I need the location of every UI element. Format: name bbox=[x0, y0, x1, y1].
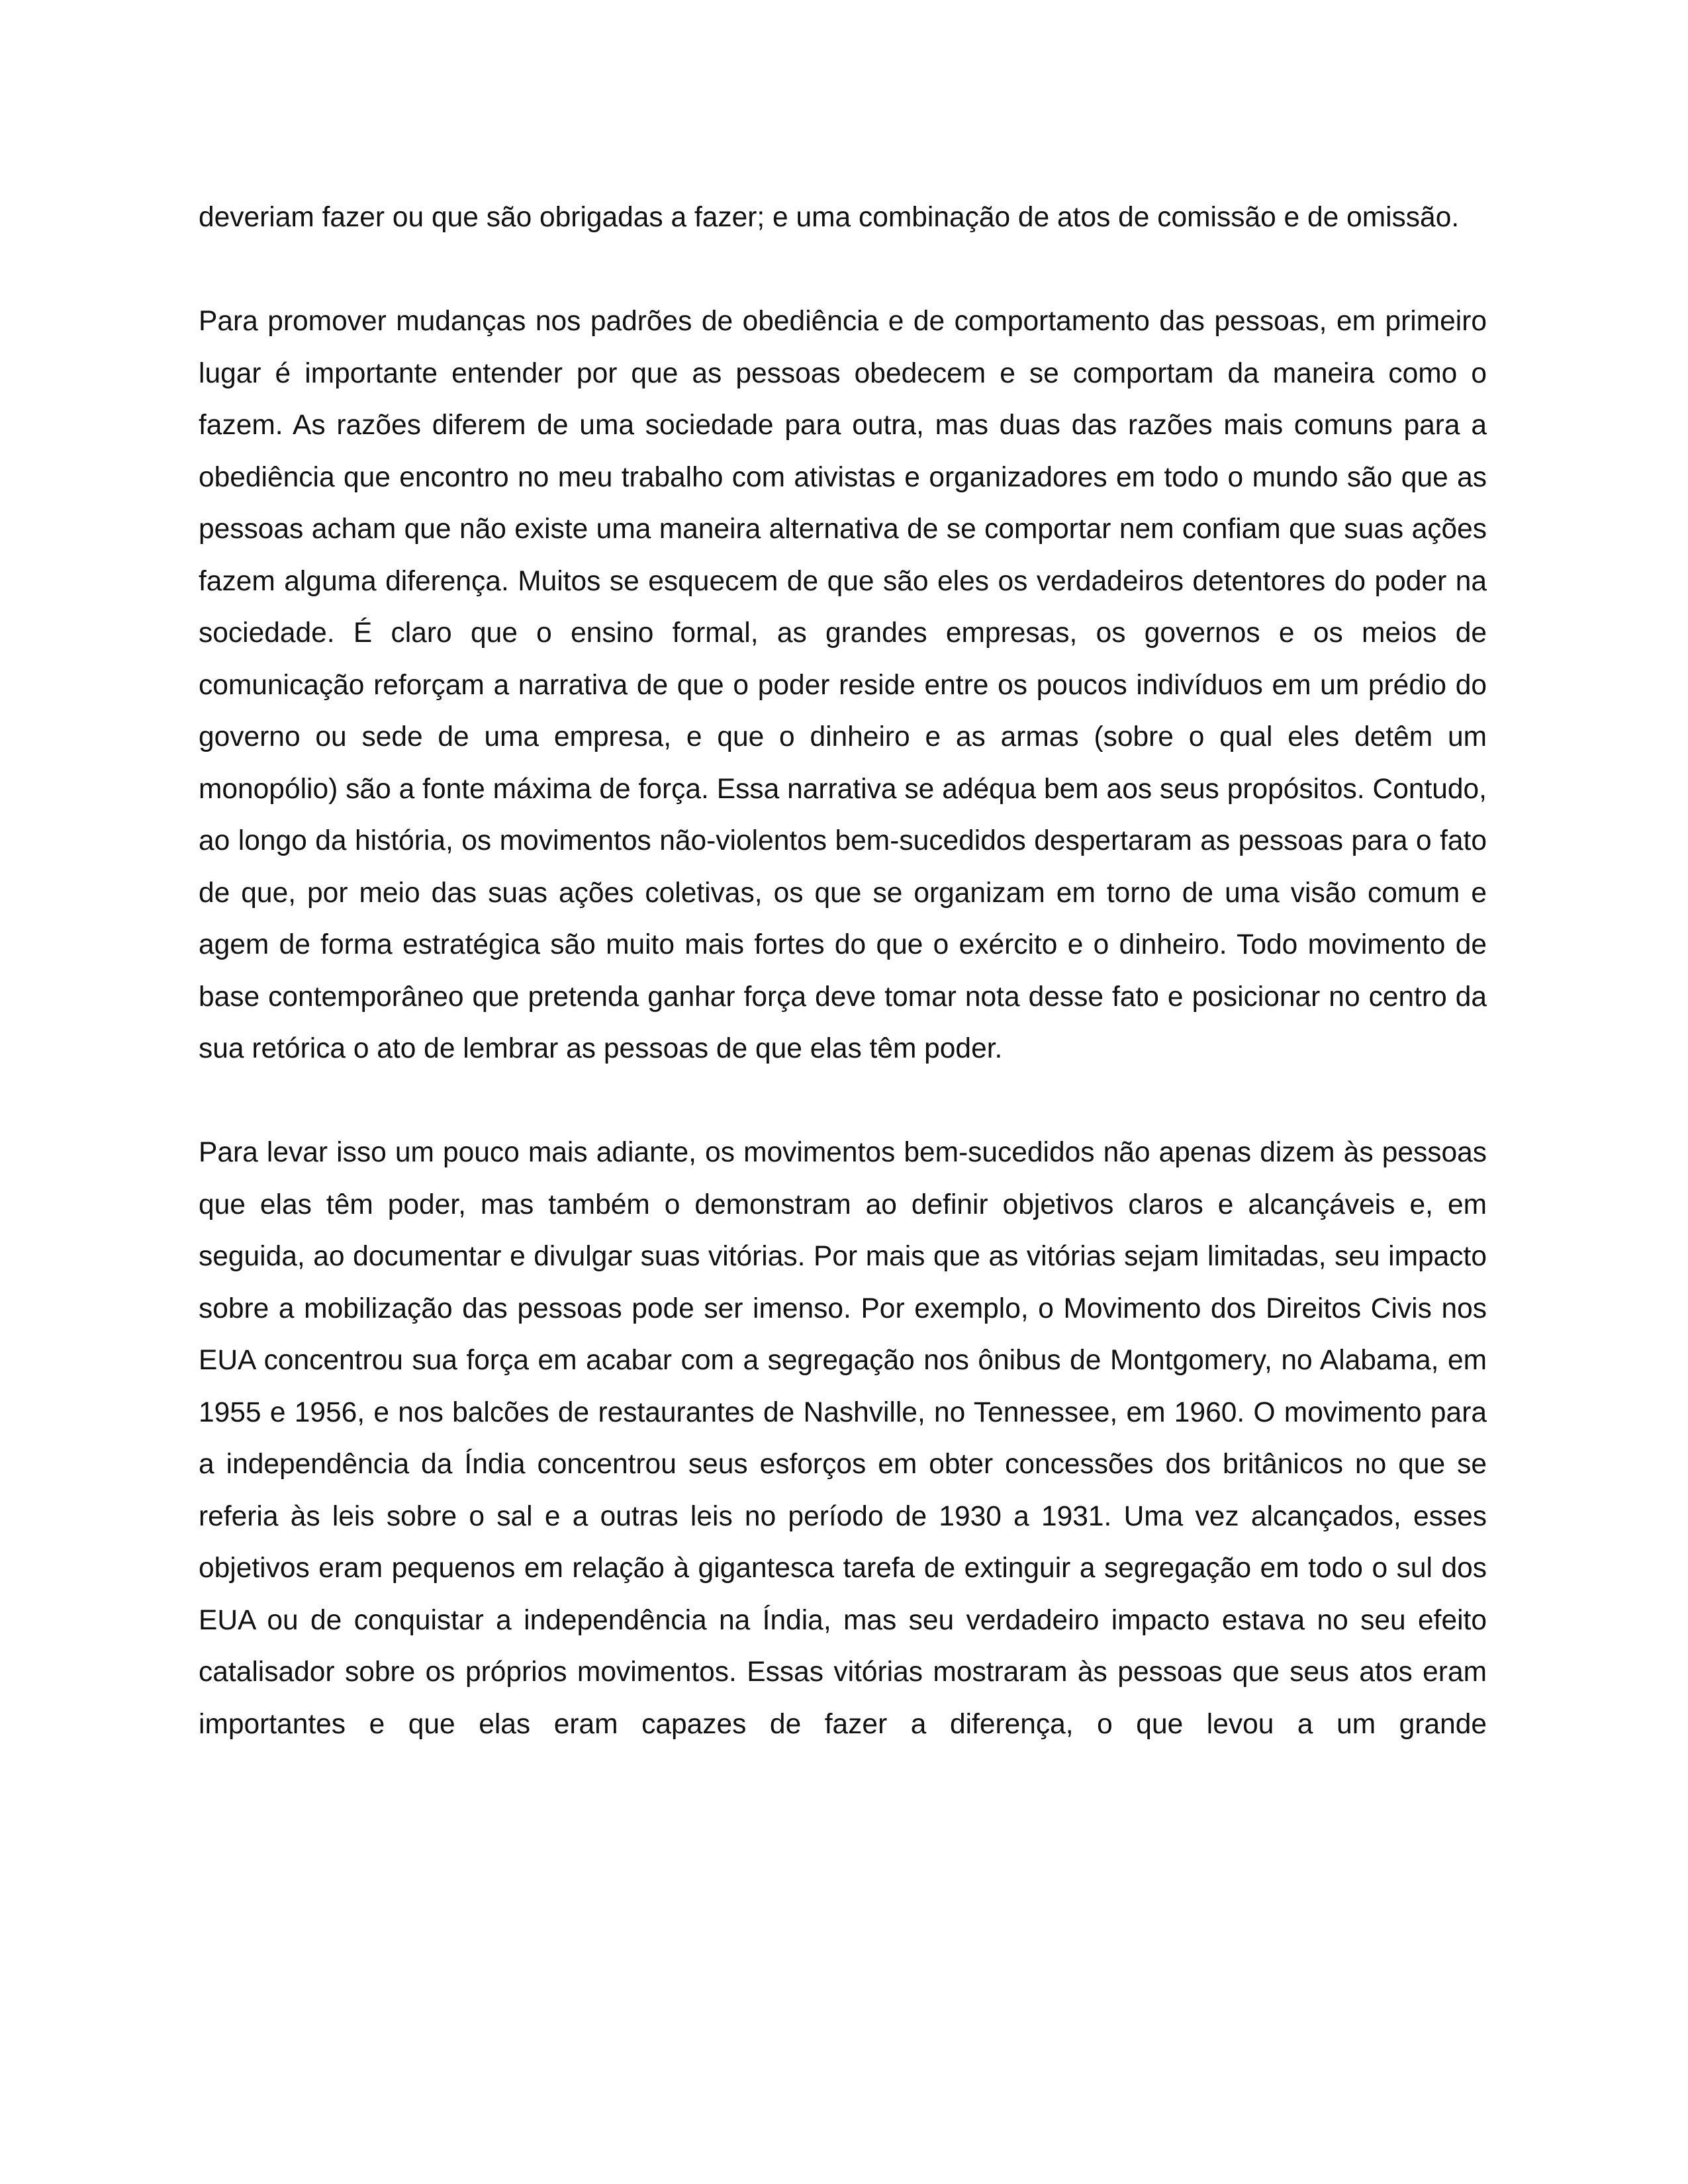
paragraph-3: Para levar isso um pouco mais adiante, os movimentos bem-sucedidos não apenas dizem às pessoas que elas têm poder, mas também o demonstram ao definir objetivos claros e alcançáveis e, em seguida, ao documentar e divulgar suas vitórias. Por mais que as vitórias sejam limitadas, seu impacto sobre a mobilização das pessoas pode ser imenso. Por exemplo, o Movimento dos Direitos Civis nos EUA concentrou sua força em acabar com a segregação nos ônibus de Montgomery, no Alabama, em 1955 e 1956, e nos balcões de restaurantes de Nashville, no Tennessee, em 1960. O movimento para a independência da Índia concentrou seus esforços em obter concessões dos britânicos no que se referia às leis sobre o sal e a outras leis no período de 1930 a 1931. Uma vez alcançados, esses objetivos eram pequenos em relação à gigantesca tarefa de extinguir a segregação em todo o sul dos EUA ou de conquistar a independência na Índia, mas seu verdadeiro impacto estava no seu efeito catalisador sobre os próprios movimentos. Essas vitórias mostraram às pessoas que seus atos eram importantes e que elas eram capazes de fazer a diferença, o que levou a um grande bbox=[199, 1137, 1487, 1740]
paragraph-2: Para promover mudanças nos padrões de obediência e de comportamento das pessoas, em primeiro lugar é importante entender por que as pessoas obedecem e se comportam da maneira como o fazem. As razões diferem de uma sociedade para outra, mas duas das razões mais comuns para a obediência que encontro no meu trabalho com ativistas e organizadores em todo o mundo são que as pessoas acham que não existe uma maneira alternativa de se comportar nem confiam que suas ações fazem alguma diferença. Muitos se esquecem de que são eles os verdadeiros detentores do poder na sociedade. É claro que o ensino formal, as grandes empresas, os governos e os meios de comunicação reforçam a narrativa de que o poder reside entre os poucos indivíduos em um prédio do governo ou sede de uma empresa, e que o dinheiro e as armas (sobre o qual eles detêm um monopólio) são a fonte máxima de força. Essa narrativa se adéqua bem aos seus propósitos. Contudo, ao longo da história, os movimentos não-violentos bem-sucedidos despertaram as pessoas para o fato de que, por meio das suas ações coletivas, os que se organizam em torno de uma visão comum e agem de forma estratégica são muito mais fortes do que o exército e o dinheiro. Todo movimento de base contemporâneo que pretenda ganhar força deve tomar nota desse fato e posicionar no centro da sua retórica o ato de lembrar as pessoas de que elas têm poder. bbox=[199, 306, 1487, 1064]
paragraph-spacer bbox=[199, 244, 1487, 296]
body-text bbox=[199, 192, 1487, 1751]
paragraph-spacer bbox=[199, 1075, 1487, 1128]
paragraph-1: deveriam fazer ou que são obrigadas a fazer; e uma combinação de atos de comissão e de omissão. bbox=[199, 202, 1460, 233]
